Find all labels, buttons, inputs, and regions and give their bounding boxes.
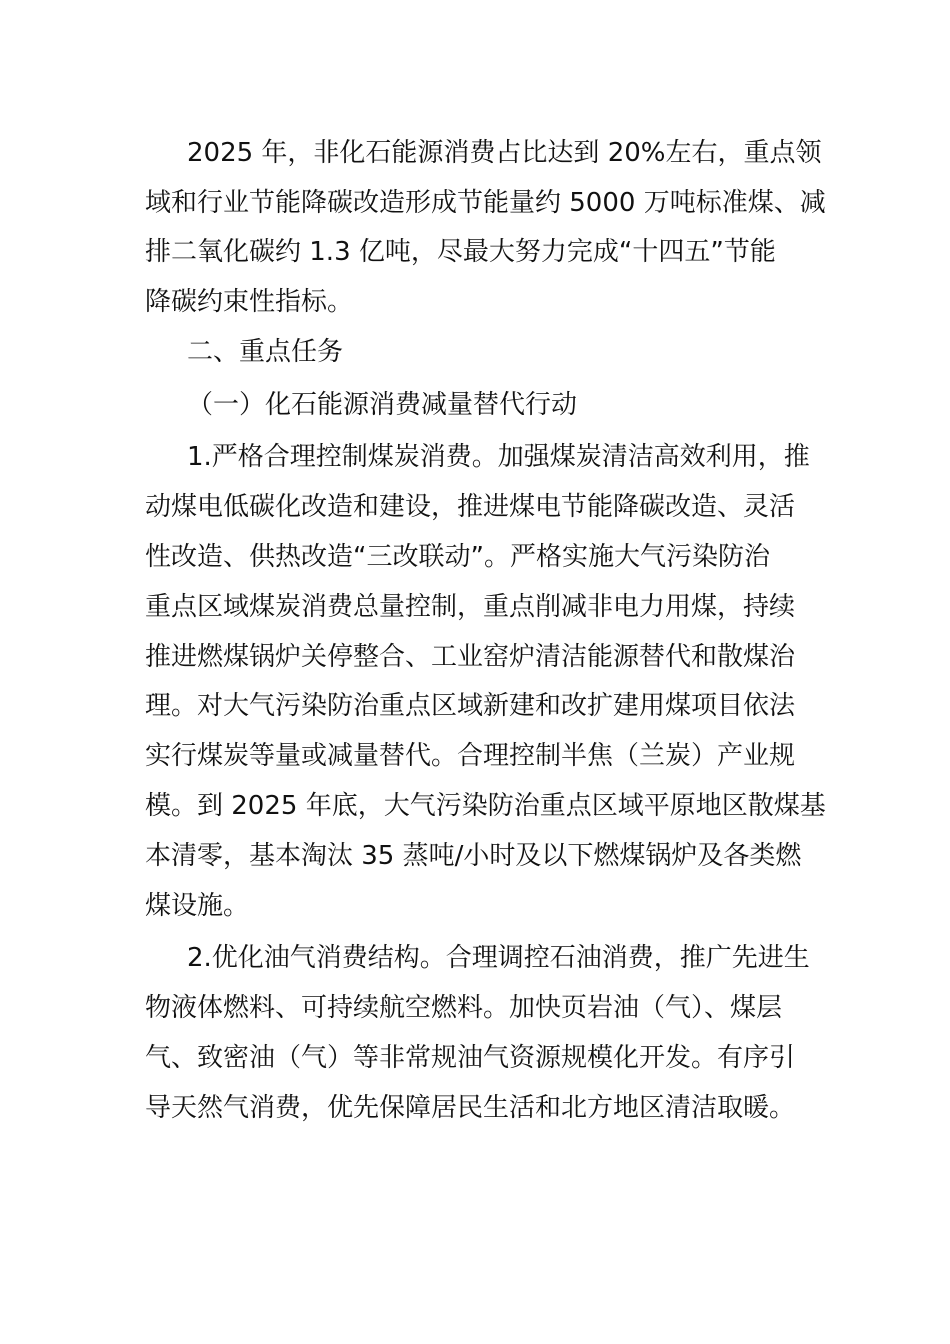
- text-line: 重点区域煤炭消费总量控制，重点削减非电力用煤，持续: [145, 592, 796, 622]
- text-line: 动煤电低碳化改造和建设，推进煤电节能降碳改造、灵活: [145, 492, 796, 522]
- text-line: 推进燃煤锅炉关停整合、工业窑炉清洁能源替代和散煤治: [145, 642, 796, 672]
- text-line: 降碳约束性指标。: [145, 287, 354, 317]
- text-line: 性改造、供热改造“三改联动”。严格实施大气污染防治: [145, 542, 770, 572]
- text-line: 排二氧化碳约 1.3 亿吨，尽最大努力完成“十四五”节能: [145, 237, 776, 267]
- text-line: 煤设施。: [145, 891, 250, 921]
- text-line: 实行煤炭等量或减量替代。合理控制半焦（兰炭）产业规: [145, 741, 796, 771]
- text-line: 物液体燃料、可持续航空燃料。加快页岩油（气）、煤层: [145, 993, 783, 1023]
- text-line: 气、致密油（气）等非常规油气资源规模化开发。有序引: [145, 1043, 796, 1073]
- text-line: 理。对大气污染防治重点区域新建和改扩建用煤项目依法: [145, 691, 796, 721]
- text-line: 本清零，基本淘汰 35 蒸吨/小时及以下燃煤锅炉及各类燃: [145, 841, 802, 871]
- text-line: 2025 年，非化石能源消费占比达到 20%左右，重点领: [187, 138, 822, 168]
- text-line: 2.优化油气消费结构。合理调控石油消费，推广先进生: [187, 943, 810, 973]
- text-line: 1.严格合理控制煤炭消费。加强煤炭清洁高效利用，推: [187, 442, 810, 472]
- text-line: 域和行业节能降碳改造形成节能量约 5000 万吨标准煤、减: [145, 188, 826, 218]
- text-line: 模。到 2025 年底，大气污染防治重点区域平原地区散煤基: [145, 791, 826, 821]
- section-heading: 二、重点任务: [187, 337, 344, 367]
- subsection-heading: （一）化石能源消费减量替代行动: [187, 390, 578, 420]
- text-line: 导天然气消费，优先保障居民生活和北方地区清洁取暖。: [145, 1093, 796, 1123]
